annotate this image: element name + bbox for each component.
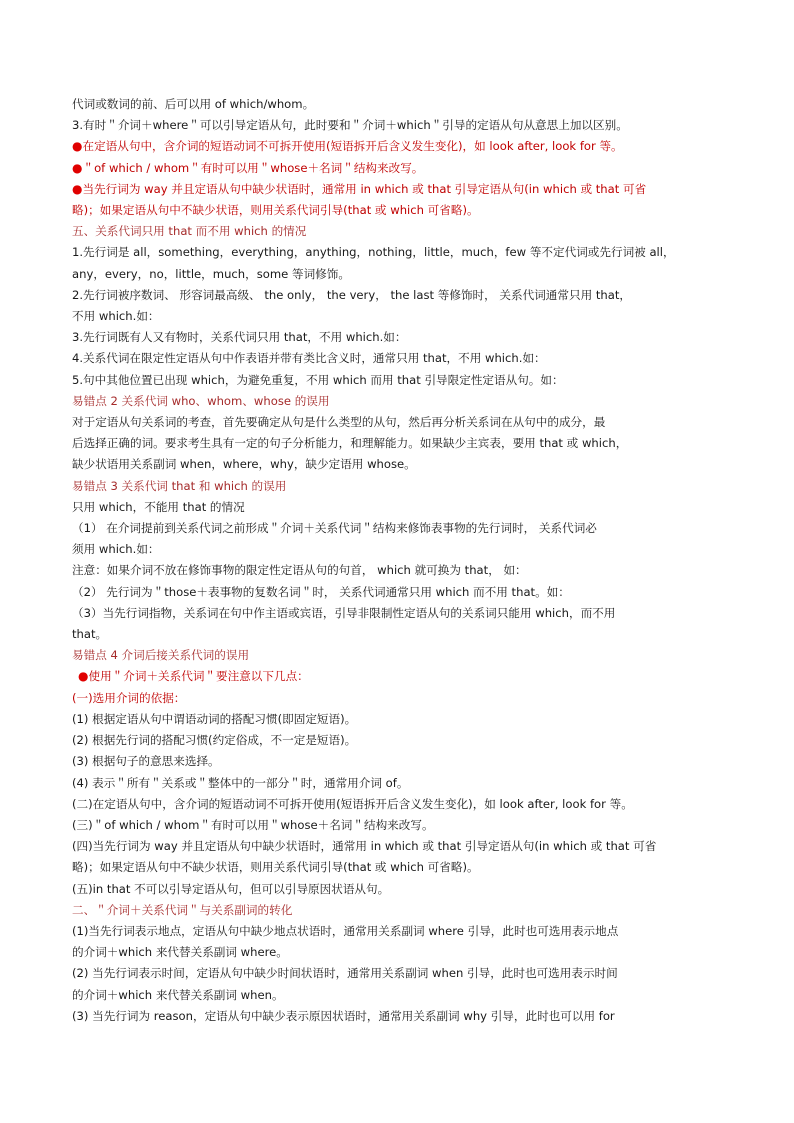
text-line-content: (一)选用介词的依据：: [72, 690, 186, 705]
text-line: [72, 264, 726, 285]
text-line-content: 代词或数词的前、后可以用 of which/whom。: [72, 97, 315, 111]
text-line: [72, 348, 726, 369]
text-line-content: (二)在定语从句中，含介词的短语动词不可拆开使用(短语拆开后含义发生变化)，如 look after, look for 等。: [72, 796, 633, 811]
text-line: [72, 285, 726, 306]
text-line-content: 5.句中其他位置已出现 which，为避免重复，不用 which 而用 that 引导限定性定语从句。如：: [72, 372, 564, 387]
text-line-content: （1） 在介词提前到关系代词之前形成＂介词＋关系代词＂结构来修饰表事物的先行词时， 关系代词必: [72, 521, 597, 536]
text-line-content: (2) 当先行词表示时间，定语从句中缺少时间状语时，通常用关系副词 when 引导，此时也可选用表示时间: [72, 966, 618, 981]
text-line: [72, 963, 726, 984]
text-line-content: 当先行词为 way 并且定语从句中缺少状语时，通常用 in which 或 that 引导定语从句(in which 或 that 可省: [82, 181, 647, 196]
text-line: [72, 666, 726, 687]
text-line: [72, 539, 726, 560]
text-line: [72, 857, 726, 878]
text-line-content: any，every，no，little，much，some 等词修饰。: [72, 266, 350, 281]
text-line-content: 3.先行词既有人又有物时，关系代词只用 that，不用 which.如：: [72, 330, 407, 345]
text-line-content: 注意：如果介词不放在修饰事物的限定性定语从句的句首， which 就可换为 that， 如：: [72, 563, 527, 578]
text-line: [72, 454, 726, 475]
text-line: [72, 688, 726, 709]
text-line-content: (4) 表示＂所有＂关系或＂整体中的一部分＂时，通常用介词 of。: [72, 775, 409, 790]
text-line: [72, 412, 726, 433]
text-line: [72, 942, 726, 963]
text-line-content: 的介词＋which 来代替关系副词 where。: [72, 945, 288, 960]
text-line-content: 1.先行词是 all，something，everything，anything，nothing，little，much，few 等不定代词或先行词被 all，: [72, 245, 675, 260]
text-line: [72, 985, 726, 1006]
text-line-content: (1)当先行词表示地点，定语从句中缺少地点状语时，通常用关系副词 where 引导，此时也可选用表示地点: [72, 923, 619, 938]
text-line-content: (3) 根据句子的意思来选择。: [72, 754, 220, 769]
text-line-content: 二、＂介词＋关系代词＂与关系副词的转化: [72, 902, 293, 917]
text-line-content: (五)in that 不可以引导定语从句，但可以引导原因状语从句。: [72, 881, 390, 896]
text-line: [72, 794, 726, 815]
document-body: [72, 94, 726, 1027]
bullet-dot-icon: ●: [72, 181, 83, 196]
text-line: [72, 306, 726, 327]
text-line: [72, 900, 726, 921]
bullet-dot-icon: ●: [72, 160, 83, 175]
text-line: [72, 1006, 726, 1027]
text-line: [72, 242, 726, 263]
text-line-content: 在定语从句中，含介词的短语动词不可拆开使用(短语拆开后含义发生变化)，如 look after, look for 等。: [82, 139, 623, 154]
text-line: [72, 815, 726, 836]
text-line: [72, 751, 726, 772]
text-line-content: 易错点 4 介词后接关系代词的误用: [72, 648, 250, 663]
text-line: [72, 645, 726, 666]
text-line-content: (1) 根据定语从句中谓语动词的搭配习惯(即固定短语)。: [72, 711, 357, 726]
text-line: [72, 879, 726, 900]
text-line: [72, 497, 726, 518]
bullet-dot-icon: ●: [72, 139, 83, 154]
text-line-content: 略)；如果定语从句中不缺少状语，则用关系代词引导(that 或 which 可省略)。: [72, 860, 479, 875]
text-line-content: (3) 当先行词为 reason，定语从句中缺少表示原因状语时，通常用关系副词 why 引导，此时也可以用 for: [72, 1008, 615, 1023]
text-line-content: （2） 先行词为＂those＋表事物的复数名词＂时， 关系代词通常只用 which 而不用 that。如：: [72, 584, 570, 599]
text-line: [72, 433, 726, 454]
text-line-content: 对于定语从句关系词的考查，首先要确定从句是什么类型的从句，然后再分析关系词在从句中的成分，最: [72, 415, 606, 430]
text-line-content: 易错点 3 关系代词 that 和 which 的误用: [72, 478, 287, 493]
text-line: [72, 476, 726, 497]
text-line-content: 后选择正确的词。要求考生具有一定的句子分析能力，和理解能力。如果缺少主宾表，要用 that 或 which，: [72, 436, 628, 451]
text-line: [72, 179, 726, 200]
text-line: [72, 773, 726, 794]
text-line-content: 缺少状语用关系副词 when，where，why，缺少定语用 whose。: [72, 457, 416, 472]
text-line: [72, 582, 726, 603]
text-line: [72, 136, 726, 157]
text-line-content: that。: [72, 627, 108, 642]
text-line-content: ＂of which / whom＂有时可以用＂whose＋名词＂结构来改写。: [82, 160, 424, 175]
text-line: [72, 115, 726, 136]
text-line: [72, 730, 726, 751]
text-line-content: 3.有时＂介词＋where＂可以引导定语从句，此时要和＂介词＋which＂引导的定语从句从意思上加以区别。: [72, 118, 628, 133]
text-line-content: 略)；如果定语从句中不缺少状语，则用关系代词引导(that 或 which 可省略)。: [72, 203, 479, 218]
text-line: [72, 624, 726, 645]
text-line: [72, 836, 726, 857]
bullet-dot-icon: ●: [78, 669, 89, 684]
text-line: [72, 94, 726, 115]
text-line: [72, 709, 726, 730]
text-line: [72, 518, 726, 539]
text-line-content: 4.关系代词在限定性定语从句中作表语并带有类比含义时，通常只用 that，不用 which.如：: [72, 351, 546, 366]
text-line-content: 2.先行词被序数词、 形容词最高级、 the only， the very， the last 等修饰时， 关系代词通常只用 that，: [72, 287, 632, 302]
text-line: [72, 327, 726, 348]
text-line-content: (三)＂of which / whom＂有时可以用＂whose＋名词＂结构来改写。: [72, 817, 434, 832]
text-line-content: 不用 which.如：: [72, 309, 160, 324]
text-line-content: 只用 which，不能用 that 的情况: [72, 499, 245, 514]
text-line-content: 使用＂介词＋关系代词＂要注意以下几点：: [88, 669, 309, 684]
text-line-content: (2) 根据先行词的搭配习惯(约定俗成，不一定是短语)。: [72, 733, 357, 748]
text-line: [72, 603, 726, 624]
text-line: [72, 560, 726, 581]
text-line: [72, 221, 726, 242]
text-line: [72, 370, 726, 391]
text-line-content: （3）当先行词指物，关系词在句中作主语或宾语，引导非限制性定语从句的关系词只能用 which，而不用: [72, 605, 616, 620]
text-line: [72, 921, 726, 942]
text-line: [72, 158, 726, 179]
text-line: [72, 391, 726, 412]
text-line: [72, 200, 726, 221]
text-line-content: 五、关系代词只用 that 而不用 which 的情况: [72, 224, 307, 239]
text-line-content: 须用 which.如：: [72, 542, 160, 557]
text-line-content: (四)当先行词为 way 并且定语从句中缺少状语时，通常用 in which 或 that 引导定语从句(in which 或 that 可省: [72, 839, 657, 854]
text-line-content: 的介词＋which 来代替关系副词 when。: [72, 987, 284, 1002]
text-line-content: 易错点 2 关系代词 who、whom、whose 的误用: [72, 393, 330, 408]
